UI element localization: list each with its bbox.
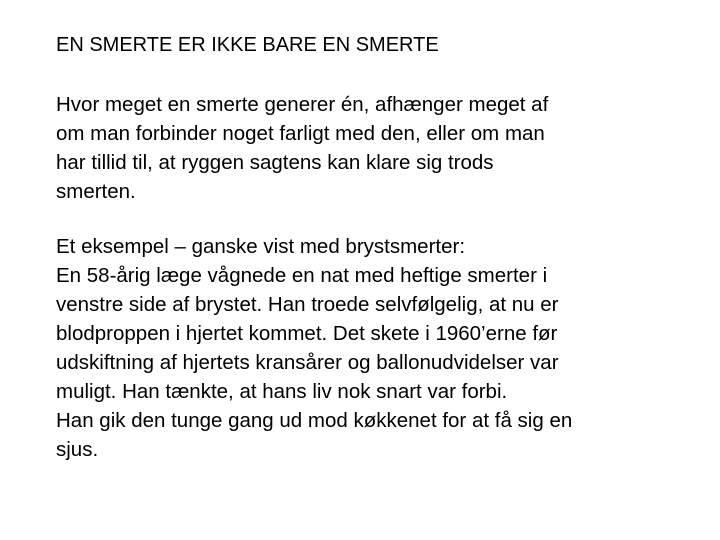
text-line: smerten. — [56, 180, 136, 203]
text-line: Et eksempel – ganske vist med brystsmerter: — [56, 235, 466, 258]
paragraph-pain-perception — [56, 90, 548, 206]
text-line: sjus. — [56, 438, 99, 461]
text-line: venstre side af brystet. Han troede selvfølgelig, at nu er — [56, 293, 559, 316]
paragraph-example — [56, 232, 572, 464]
text-line: Han gik den tunge gang ud mod køkkenet for at få sig en — [56, 409, 573, 432]
text-line: En 58-årig læge vågnede en nat med heftige smerter i — [56, 264, 548, 287]
slide-title: EN SMERTE ER IKKE BARE EN SMERTE — [56, 34, 439, 56]
text-line: Hvor meget en smerte generer én, afhænger meget af — [56, 93, 549, 116]
text-line: udskiftning af hjertets kransårer og ballonudvidelser var — [56, 351, 559, 374]
text-line: blodproppen i hjertet kommet. Det skete i 1960’erne før — [56, 322, 558, 345]
text-line: muligt. Han tænkte, at hans liv nok snart var forbi. — [56, 380, 508, 403]
text-line: har tillid til, at ryggen sagtens kan klare sig trods — [56, 151, 494, 174]
text-line: om man forbinder noget farligt med den, eller om man — [56, 122, 545, 145]
